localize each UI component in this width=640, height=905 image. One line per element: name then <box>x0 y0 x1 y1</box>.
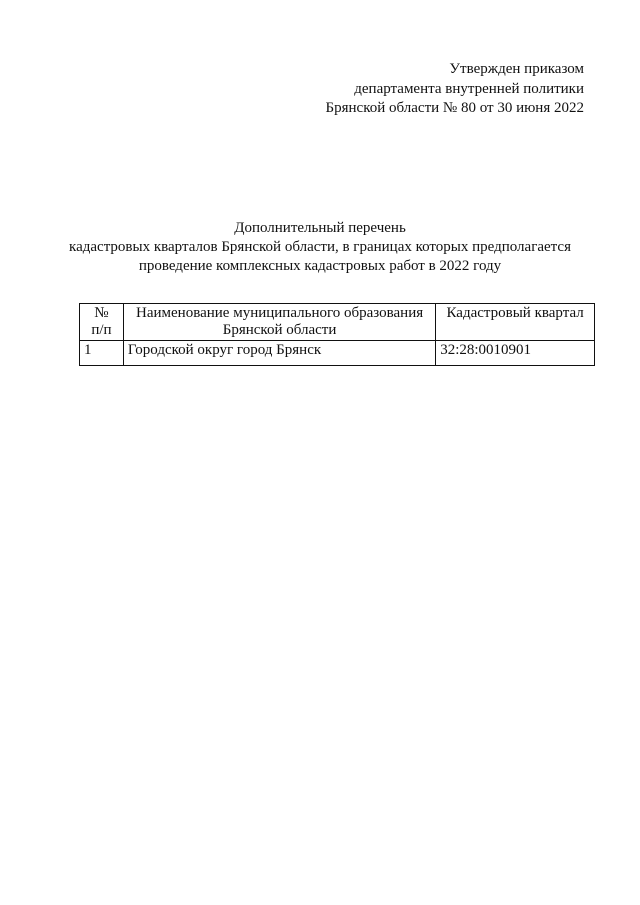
cadastral-table <box>79 303 595 366</box>
header-cadastral-quarter: Кадастровый квартал <box>436 304 595 341</box>
title-line-3: проведение комплексных кадастровых работ в 2022 году <box>138 258 502 274</box>
row-municipality: Городской округ город Брянск <box>123 341 435 366</box>
row-cadastral-quarter: 32:28:0010901 <box>436 341 595 366</box>
document-title <box>0 219 640 276</box>
table-header-row <box>80 304 595 341</box>
header-number-sign: № <box>94 305 109 321</box>
approval-line-1: Утвержден приказом <box>449 61 584 77</box>
approval-stamp <box>326 60 584 119</box>
approval-line-3: Брянской области № 80 от 30 июня 2022 <box>325 100 584 116</box>
header-number-label: п/п <box>91 322 112 338</box>
approval-line-2: департамента внутренней политики <box>354 80 584 97</box>
table-row <box>80 341 595 366</box>
row-number: 1 <box>80 341 124 366</box>
header-number <box>80 304 124 341</box>
header-municipality: Наименование муниципального образования Брянской области <box>123 304 435 341</box>
title-line-1: Дополнительный перечень <box>234 220 406 236</box>
title-line-2: кадастровых кварталов Брянской области, в границах которых предполагается <box>69 239 571 255</box>
